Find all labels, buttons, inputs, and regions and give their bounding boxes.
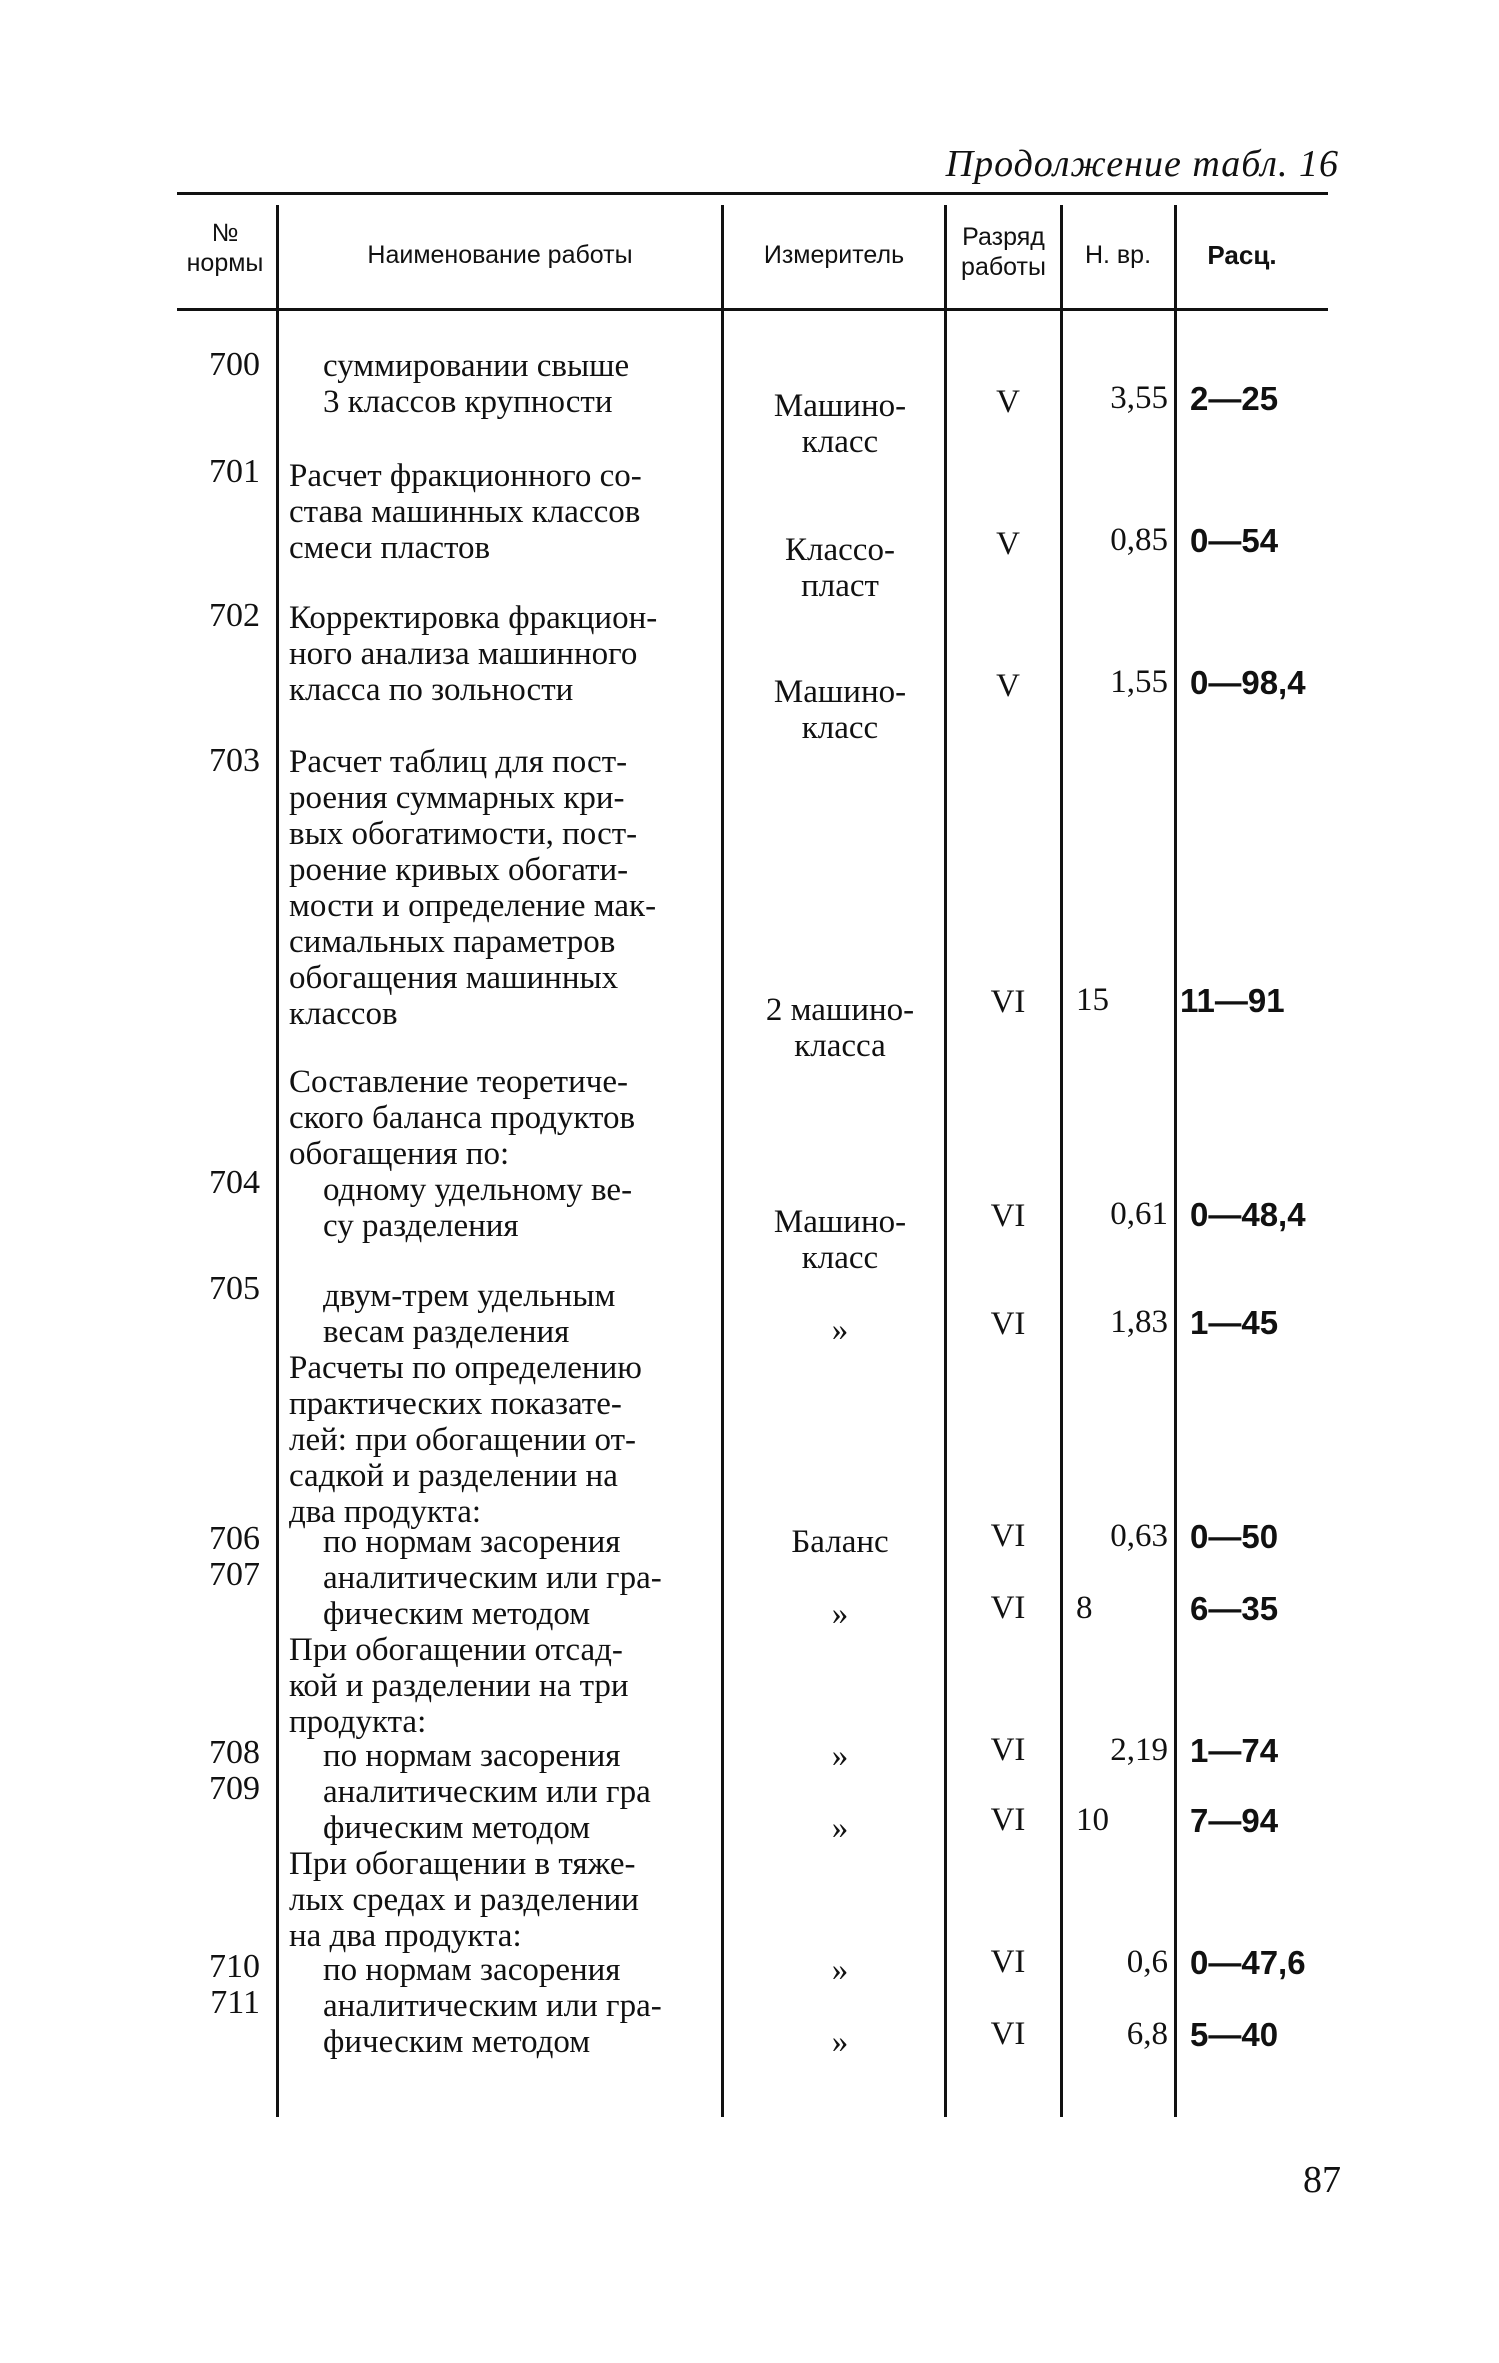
measure-line: класс (801, 710, 879, 746)
description-line: Расчет фракционного со- (289, 458, 642, 494)
description-line: Расчет таблиц для пост- (289, 744, 628, 780)
page-number: 87 (1303, 2159, 1341, 2201)
description-line: суммировании свыше (323, 348, 630, 384)
description-line: Расчеты по определению (289, 1350, 642, 1386)
work-description (289, 600, 719, 708)
description-line: су разделения (323, 1208, 519, 1244)
description-line: симальных параметров (289, 924, 616, 960)
description-line: аналитическим или гра- (323, 1560, 662, 1596)
description-line: два продукта: (289, 1494, 482, 1530)
header-norm: Н. вр. (1084, 241, 1152, 269)
row-number: 710 (209, 1948, 260, 1985)
column-divider (276, 205, 279, 2117)
measure-line: пласт (801, 568, 879, 604)
work-description (289, 744, 719, 1032)
row-number: 706 (209, 1520, 260, 1557)
rate-value: 11—91 (1180, 982, 1285, 1019)
measure-line: Машино- (773, 388, 907, 424)
header-num-label: нормы (186, 249, 264, 277)
rate-value: 0—50 (1190, 1518, 1279, 1555)
grade-value: V (996, 384, 1020, 420)
description-line: практических показате- (289, 1386, 622, 1422)
row-number: 705 (209, 1270, 260, 1307)
measure-ditto: » (831, 1952, 849, 1988)
work-description (323, 1738, 719, 1774)
work-description (323, 1278, 719, 1350)
header-measure: Измеритель (763, 241, 905, 269)
rate-value: 0—98,4 (1190, 664, 1306, 701)
description-line: садкой и разделении на (289, 1458, 618, 1494)
description-line: ного анализа машинного (289, 636, 638, 672)
section-heading (289, 1632, 719, 1740)
description-line: фическим методом (323, 1596, 591, 1632)
description-line: аналитическим или гра- (323, 1988, 662, 2024)
rate-value: 5—40 (1190, 2016, 1279, 2053)
description-line: аналитическим или гра (323, 1774, 651, 1810)
description-line: При обогащении в тяже- (289, 1846, 636, 1882)
work-description (323, 1560, 719, 1632)
measure-unit (730, 388, 950, 460)
measure-unit (730, 1204, 950, 1276)
description-line: обогащения по: (289, 1136, 510, 1172)
header-grade-line1: Разряд (962, 223, 1045, 251)
measure-unit (730, 992, 950, 1064)
norm-time: 0,6 (1126, 1944, 1168, 1980)
measure-ditto: » (831, 1810, 849, 1846)
table-caption: Продолжение табл. 16 (945, 143, 1339, 185)
row-number: 704 (209, 1164, 260, 1201)
norm-time: 15 (1076, 982, 1109, 1018)
description-line: одному удельному ве- (323, 1172, 633, 1208)
row-number: 708 (209, 1734, 260, 1771)
grade-value: VI (990, 1590, 1026, 1626)
measure-unit: Баланс (791, 1524, 889, 1560)
description-line: мости и определение мак- (289, 888, 657, 924)
description-line: обогащения машинных (289, 960, 619, 996)
description-line: кой и разделении на три (289, 1668, 629, 1704)
measure-ditto: » (831, 1312, 849, 1348)
measure-unit (730, 674, 950, 746)
norm-time: 10 (1076, 1802, 1109, 1838)
description-line: фическим методом (323, 1810, 591, 1846)
grade-value: VI (990, 984, 1026, 1020)
header-grade (947, 222, 1060, 282)
rate-value: 1—74 (1190, 1732, 1279, 1769)
norm-time: 0,85 (1110, 522, 1168, 558)
row-number: 707 (209, 1556, 260, 1593)
header-num-sign: № (211, 219, 239, 247)
norm-time: 0,61 (1110, 1196, 1168, 1232)
measure-line: Машино- (773, 1204, 907, 1240)
rate-value: 7—94 (1190, 1802, 1279, 1839)
description-line: лей: при обогащении от- (289, 1422, 636, 1458)
work-description (323, 348, 719, 420)
rate-value: 0—48,4 (1190, 1196, 1306, 1233)
description-line: по нормам засорения (323, 1524, 621, 1560)
description-line: на два продукта: (289, 1918, 522, 1954)
description-line: фическим методом (323, 2024, 591, 2060)
work-description (323, 1952, 719, 1988)
description-line: по нормам засорения (323, 1952, 621, 1988)
header-num (180, 218, 270, 278)
grade-value: V (996, 668, 1020, 704)
description-line: классов (289, 996, 398, 1032)
description-line: двум-трем удельным (323, 1278, 616, 1314)
header-name: Наименование работы (367, 241, 633, 269)
measure-line: класса (794, 1028, 886, 1064)
row-number: 711 (210, 1984, 260, 2021)
description-line: Составление теоретиче- (289, 1064, 628, 1100)
section-heading (289, 1846, 719, 1954)
grade-value: VI (990, 1732, 1026, 1768)
grade-value: VI (990, 1518, 1026, 1554)
description-line: роения суммарных кри- (289, 780, 625, 816)
table-top-rule (177, 192, 1328, 195)
row-number: 702 (209, 597, 260, 634)
description-line: ского баланса продуктов (289, 1100, 636, 1136)
measure-ditto: » (831, 2024, 849, 2060)
norm-time: 8 (1076, 1590, 1093, 1626)
work-description (323, 1774, 719, 1846)
grade-value: V (996, 526, 1020, 562)
grade-value: VI (990, 1802, 1026, 1838)
work-description (323, 1524, 719, 1560)
description-line: по нормам засорения (323, 1738, 621, 1774)
norm-time: 3,55 (1110, 380, 1168, 416)
rate-value: 0—47,6 (1190, 1944, 1306, 1981)
measure-line: класс (801, 424, 879, 460)
measure-line: 2 машино- (765, 992, 915, 1028)
norm-time: 1,55 (1110, 664, 1168, 700)
description-line: Корректировка фракцион- (289, 600, 658, 636)
grade-value: VI (990, 2016, 1026, 2052)
norm-time: 6,8 (1126, 2016, 1168, 2052)
section-heading (289, 1064, 719, 1172)
description-line: весам разделения (323, 1314, 570, 1350)
section-heading (289, 1350, 719, 1530)
measure-line: класс (801, 1240, 879, 1276)
row-number: 709 (209, 1770, 260, 1807)
row-number: 701 (209, 453, 260, 490)
header-bottom-rule (177, 308, 1328, 311)
description-line: лых средах и разделении (289, 1882, 639, 1918)
work-description (323, 1172, 719, 1244)
measure-unit (730, 532, 950, 604)
description-line: смеси пластов (289, 530, 491, 566)
norm-time: 1,83 (1110, 1304, 1168, 1340)
column-divider (721, 205, 724, 2117)
measure-ditto: » (831, 1596, 849, 1632)
row-number: 703 (209, 742, 260, 779)
grade-value: VI (990, 1198, 1026, 1234)
rate-value: 1—45 (1190, 1304, 1279, 1341)
norm-time: 0,63 (1110, 1518, 1168, 1554)
row-number: 700 (209, 346, 260, 383)
description-line: става машинных классов (289, 494, 641, 530)
description-line: роение кривых обогати- (289, 852, 629, 888)
rate-value: 6—35 (1190, 1590, 1279, 1627)
rate-value: 0—54 (1190, 522, 1279, 559)
description-line: класса по зольности (289, 672, 574, 708)
work-description (323, 1988, 719, 2060)
grade-value: VI (990, 1944, 1026, 1980)
description-line: вых обогатимости, пост- (289, 816, 638, 852)
header-grade-line2: работы (961, 253, 1046, 281)
rate-value: 2—25 (1190, 380, 1279, 417)
measure-line: Классо- (785, 532, 895, 568)
norm-time: 2,19 (1110, 1732, 1168, 1768)
grade-value: VI (990, 1306, 1026, 1342)
work-description (289, 458, 719, 566)
measure-ditto: » (831, 1738, 849, 1774)
description-line: При обогащении отсад- (289, 1632, 623, 1668)
description-line: 3 классов крупности (323, 384, 613, 420)
description-line: продукта: (289, 1704, 427, 1740)
measure-line: Машино- (773, 674, 907, 710)
header-rate: Расц. (1207, 240, 1277, 270)
